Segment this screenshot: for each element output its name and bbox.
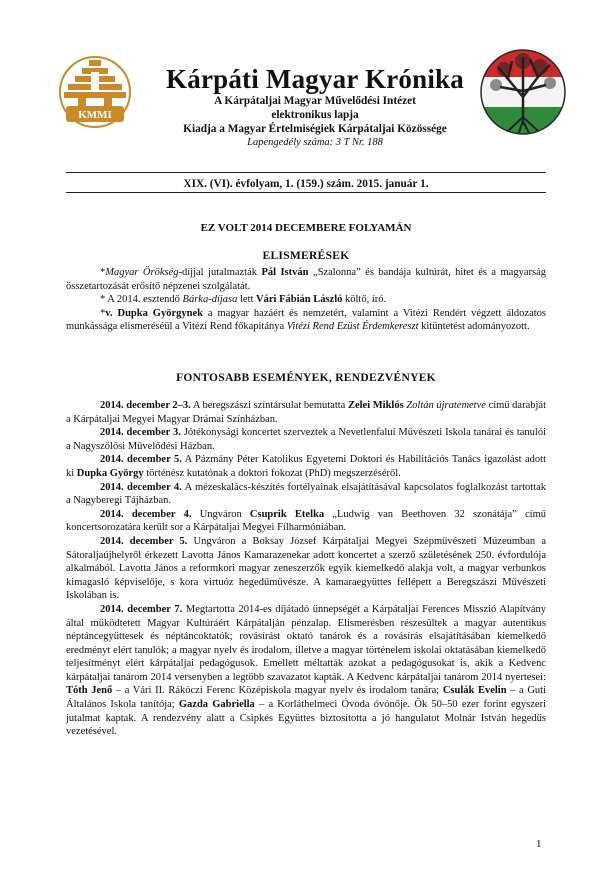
award-paragraph: *v. Dupka Györgynek a magyar hazáért és nemzetért, valamint a Vitézi Rendért végzett áldozatos munkássága elismeréséül a Vitézi Rend főkapitánya Vitézi Rend Ezüst Érdemkereszt kitüntetést adományozott.	[66, 307, 546, 333]
masthead	[150, 64, 480, 150]
awards-section	[66, 266, 546, 334]
subtitle-line-3: Kiadja a Magyar Értelmiségiek Kárpátaljai Közössége	[183, 123, 447, 135]
publication-title: Kárpáti Magyar Krónika	[166, 64, 464, 94]
subtitle-line-2: elektronikus lapja	[271, 109, 359, 121]
events-section	[66, 399, 546, 739]
permit-number: Lapengedély száma: 3 T Nr. 188	[247, 137, 383, 148]
section-heading-events: FONTOSABB ESEMÉNYEK, RENDEZVÉNYEK	[176, 372, 436, 384]
event-paragraph: 2014. december 5. A Pázmány Péter Katolikus Egyetemi Doktori és Habilitációs Tanács igazolást adott ki Dupka György történész kutatónak a doktori fokozat (PhD) megszerzéséről.	[66, 454, 546, 479]
event-paragraph: 2014. december 4. A mézeskalács-készítés fortélyainak elsajátításával kapcsolatos foglalkozást tartottak a Nagyberegi Tájházban.	[66, 481, 546, 507]
kmmi-logo-text: KMMI	[78, 109, 112, 121]
event-paragraph: 2014. december 3. Jótékonysági koncertet szerveztek a Nevetlenfalui Művészeti Iskola tanárai és tanulói a Nagyszőlősi Művelődési Házban.	[66, 427, 546, 452]
kmmi-logo	[58, 52, 132, 132]
header-bottom-rule	[66, 192, 546, 193]
page-number: 1	[536, 838, 542, 850]
main-heading: EZ VOLT 2014 DECEMBERE FOLYAMÁN	[200, 222, 412, 234]
issue-line: XIX. (VI). évfolyam, 1. (159.) szám. 2015. január 1.	[183, 178, 429, 190]
tree-of-life-emblem	[478, 47, 568, 137]
event-paragraph: 2014. december 7. Megtartotta 2014-es díjátadó ünnepségét a Kárpátaljai Ferences Misszió Alapítvány által működtetett Magyar Kultúráért Kárpátalján pénzalap. Elismerésben részesültek a magyar autentikus néptáncegyüttesek és néptáncoktatók; rovásírást oktató tanárok és a rovásírás elsajátításában kiemelkedő eredményt elért tanulók; a magyar nyelv és irodalom, illetve a magyar történelem iskolai oktatásában kiemelkedő teljesítményt elért kárpátaljai pedagógusok. Emellett méltatták azokat a pedagógusokat is, akik a Kedvenc kárpátaljai tanárom 2014 versenyben a legtöbb szavazatot kapták. A Kedvenc kárpátaljai tanárom 2014 nyertesei: Tóth Jenő – a Vári II. Rákóczi Ferenc Középiskola magyar nyelv és irodalom tanára; Csulák Evelin – a Guti Általános Iskola tanítója; Gazda Gabriella – a Korláthelmeci Óvoda óvónője. Ők 50–50 ezer forint egyszeri jutalmat kaptak. A rendezvény alatt a Csipkés Együttes biztosította a jó hangulatot Molnár István hegedűs vezetésével.	[66, 603, 546, 738]
award-paragraph: * A 2014. esztendő Bárka-díjasa lett Vári Fábián László költő, író.	[100, 294, 387, 306]
event-paragraph: 2014. december 4. Ungváron Csuprik Etelka „Ludwig van Beethoven 32 szonátája” című koncertsorozatára került sor a Kárpátaljai Megyei Filharmóniában.	[66, 508, 546, 534]
subtitle-line-1: A Kárpátaljai Magyar Művelődési Intézet	[214, 95, 416, 107]
section-heading-awards: ELISMERÉSEK	[262, 250, 350, 262]
header-top-rule	[66, 172, 546, 173]
event-paragraph: 2014. december 5. Ungváron a Boksay József Kárpátaljai Megyei Szépművészeti Múzeumban a Sátoraljaújhelyről érkezett Lavotta János Kamarazenekar adott koncertet a szerző születésének 250. évfordulója alkalmából. Lavotta János a reformkori magyar zeneszerzők egyik kiemelkedő alakja volt, a magyar verbunkos kimagasló képviselője, s kora virtuóz hegedűművésze. A kamaraegyüttes fellépett a Beregszászi Művészeti Iskolában is.	[66, 535, 546, 602]
award-paragraph: *Magyar Örökség-díjjal jutalmazták Pál István „Szalonna” és bandája kultúrát, hitet és a magyarság összetartozását erősítő népzenei szolgálatát.	[66, 267, 547, 292]
event-paragraph: 2014. december 2–3. A beregszászi színtársulat bemutatta Zelei Miklós Zoltán újratemetve című darabját a Kárpátaljai Megyei Magyar Drámai Színházban.	[66, 400, 546, 425]
